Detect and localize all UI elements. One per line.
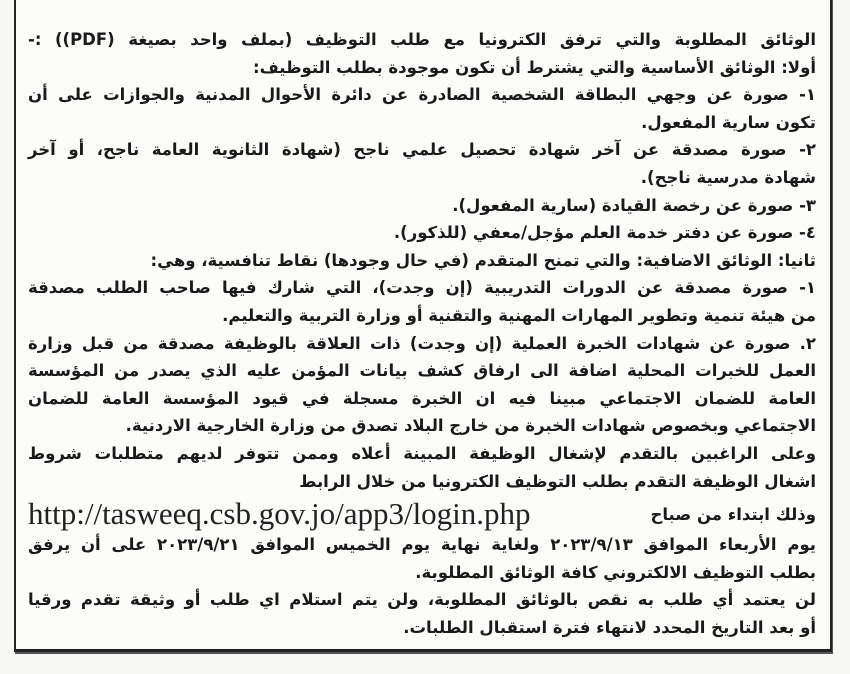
announcement-box	[14, 0, 832, 652]
deadline-text	[28, 531, 816, 641]
requirements-text	[28, 26, 816, 495]
text-line: ثانيا: الوثائق الاضافية: والتي تمنح المتقدم (في حال وجودها) نقاط تنافسية، وهي:	[150, 250, 816, 270]
announcement-content	[28, 26, 816, 641]
link-prefix-text: وذلك ابتداء من صباح	[650, 504, 816, 524]
text-line: وعلى الراغبين بالتقدم لإشغال الوظيفة المبينة أعلاه وممن تتوفر لديهم متطلبات شروط	[28, 443, 816, 463]
text-line: ١- صورة مصدقة عن الدورات التدريبية (إن وجدت)، التي شارك فيها صاحب الطلب مصدقة	[28, 278, 816, 298]
text-line: العامة للضمان الاجتماعي مبينا فيه ان الخبرة مسجلة في قيود المؤسسة العامة للضمان	[28, 388, 816, 408]
text-line: ٤- صورة عن دفتر خدمة العلم مؤجل/معفي (للذكور).	[393, 223, 816, 243]
text-line: أولا: الوثائق الأساسية والتي يشترط أن تكون موجودة بطلب التوظيف:	[252, 57, 816, 77]
text-line: العمل للخبرات المحلية اضافة الى ارفاق كشف بيانات المؤمن عليه الذي يصدر من المؤسسة	[28, 361, 816, 381]
application-url-link[interactable]: http://tasweeq.csb.gov.jo/app3/login.php	[28, 496, 531, 532]
text-line: اشغال الوظيفة التقدم بطلب التوظيف الكترونيا من خلال الرابط	[299, 471, 816, 491]
text-line: الوثائق المطلوبة والتي ترفق الكترونيا مع طلب التوظيف (بملف واحد بصيغة (PDF)) :-	[28, 30, 816, 49]
text-line: من هيئة تنمية وتطوير المهارات المهنية والتقنية أو وزارة التربية والتعليم.	[222, 305, 816, 325]
text-line: يوم الأربعاء الموافق ٢٠٢٣/٩/١٣ ولغاية نهاية يوم الخميس الموافق ٢٠٢٣/٩/٢١ على أن يرفق	[28, 535, 816, 555]
text-line: الاجتماعي وبخصوص شهادات الخبرة من خارج البلاد تصدق من وزارة الخارجية الاردنية.	[125, 416, 816, 436]
text-line: لن يعتمد أي طلب به نقص بالوثائق المطلوبة، ولن يتم استلام اي طلب أو وثيقة تقدم ورقيا	[28, 590, 816, 610]
text-line: ١- صورة عن وجهي البطاقة الشخصية الصادرة عن دائرة الأحوال المدنية والجوازات على أن	[28, 85, 816, 105]
text-line: ٢. صورة عن شهادات الخبرة العملية (إن وجدت) ذات العلاقة بالوظيفة مصدقة من قبل وزارة	[28, 333, 816, 353]
text-line: تكون سارية المفعول.	[641, 112, 816, 132]
text-line: ٣- صورة عن رخصة القيادة (سارية المفعول).	[452, 195, 816, 215]
text-line: ٢- صورة مصدقة عن آخر شهادة تحصيل علمي ناجح (شهادة الثانوية العامة ناجح، أو آخر	[28, 140, 816, 160]
text-line: شهادة مدرسية ناجح).	[640, 167, 816, 187]
application-link-line	[28, 497, 816, 531]
text-line: أو بعد التاريخ المحدد لانتهاء فترة استقبال الطلبات.	[403, 617, 816, 637]
text-line: بطلب التوظيف الالكتروني كافة الوثائق المطلوبة.	[415, 562, 816, 582]
